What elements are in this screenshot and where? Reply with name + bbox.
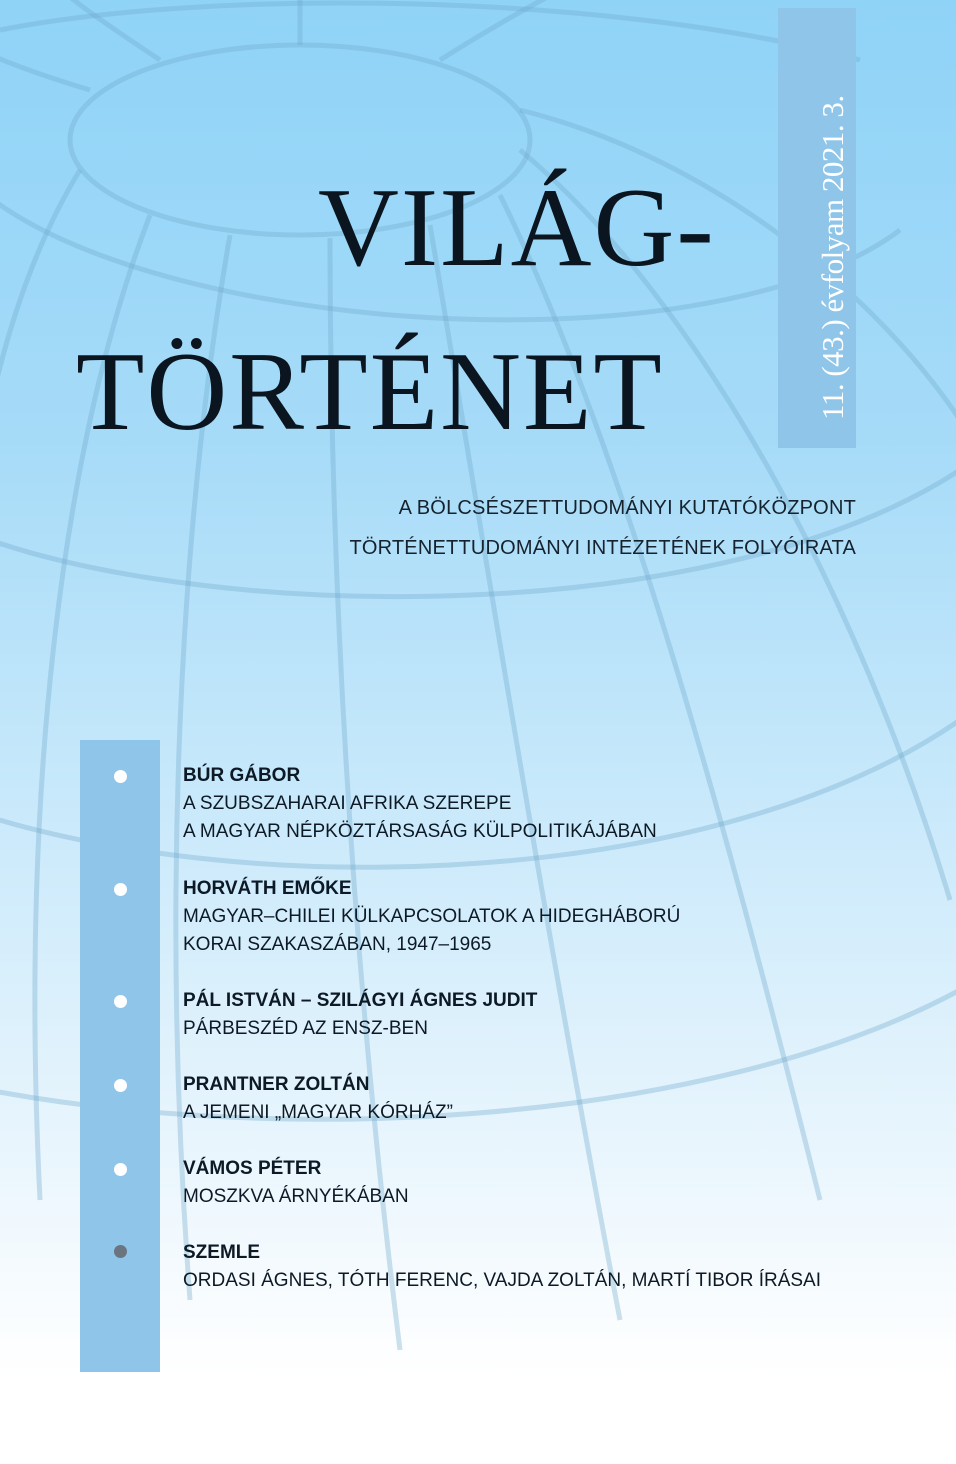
toc-bullet <box>114 995 127 1008</box>
toc-bullet <box>114 1163 127 1176</box>
toc-author: PRANTNER ZOLTÁN <box>183 1074 370 1095</box>
toc-bullet <box>114 1245 127 1258</box>
toc-title-line: A MAGYAR NÉPKÖZTÁRSASÁG KÜLPOLITIKÁJÁBAN <box>183 821 657 842</box>
toc-title-line: A JEMENI „MAGYAR KÓRHÁZ” <box>183 1102 453 1123</box>
toc-author: BÚR GÁBOR <box>183 765 301 786</box>
toc-bullet <box>114 1079 127 1092</box>
toc-title-line: A SZUBSZAHARAI AFRIKA SZEREPE <box>183 793 512 814</box>
toc-band <box>80 740 160 1372</box>
toc-title-line: KORAI SZAKASZÁBAN, 1947–1965 <box>183 934 492 955</box>
toc-title-line: ORDASI ÁGNES, TÓTH FERENC, VAJDA ZOLTÁN, MARTÍ TIBOR ÍRÁSAI <box>183 1270 822 1291</box>
title-line-1: VILÁG- <box>318 166 716 290</box>
toc-bullet <box>114 770 127 783</box>
toc-title-line: MOSZKVA ÁRNYÉKÁBAN <box>183 1186 409 1207</box>
toc-title-line: PÁRBESZÉD AZ ENSZ-BEN <box>183 1018 428 1039</box>
title-line-2: TÖRTÉNET <box>76 330 664 454</box>
toc-author: HORVÁTH EMŐKE <box>183 878 352 899</box>
toc-author: SZEMLE <box>183 1242 261 1263</box>
publisher-line-1: A BÖLCSÉSZETTUDOMÁNYI KUTATÓKÖZPONT <box>398 497 856 519</box>
publisher-line-2: TÖRTÉNETTUDOMÁNYI INTÉZETÉNEK FOLYÓIRATA <box>349 537 856 559</box>
toc-bullet <box>114 883 127 896</box>
toc-title-line: MAGYAR–CHILEI KÜLKAPCSOLATOK A HIDEGHÁBORÚ <box>183 906 681 927</box>
toc-author: PÁL ISTVÁN – SZILÁGYI ÁGNES JUDIT <box>183 990 538 1011</box>
toc-author: VÁMOS PÉTER <box>183 1158 322 1179</box>
volume-info: 11. (43.) évfolyam 2021. 3. <box>815 95 850 420</box>
